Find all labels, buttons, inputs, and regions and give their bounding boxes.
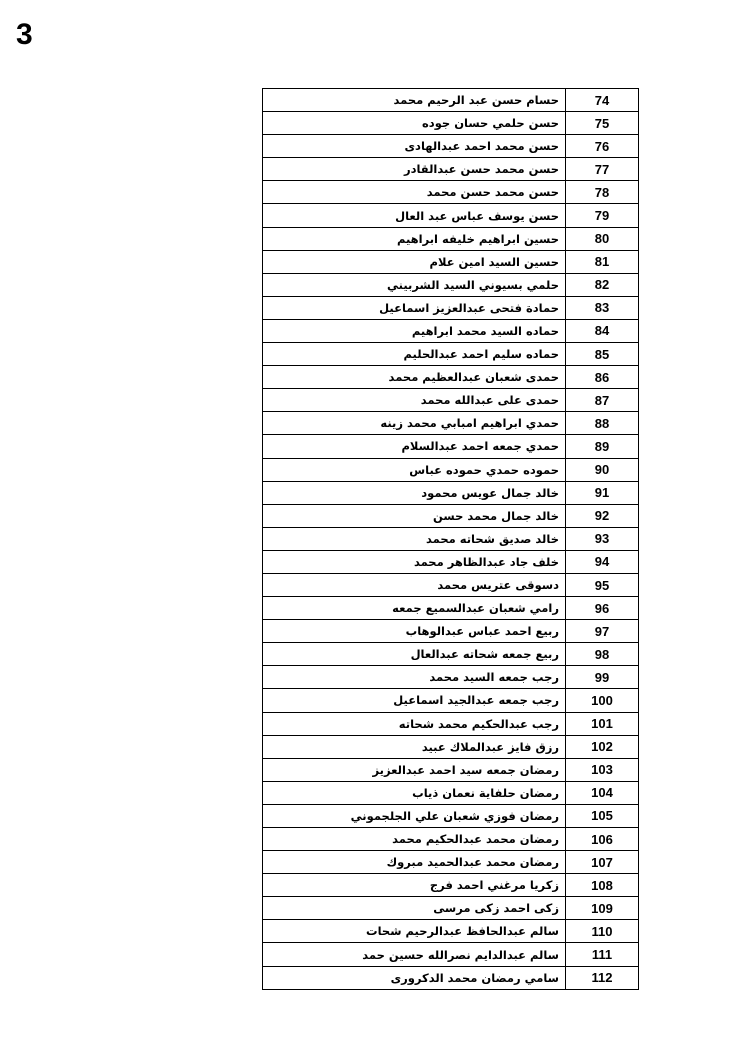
table-row bbox=[263, 874, 639, 897]
row-number: 102 bbox=[566, 735, 639, 758]
row-number: 109 bbox=[566, 897, 639, 920]
row-name: ربيع جمعه شحاته عبدالعال bbox=[263, 643, 566, 666]
row-number: 100 bbox=[566, 689, 639, 712]
row-number: 78 bbox=[566, 181, 639, 204]
table-row bbox=[263, 781, 639, 804]
row-name: حمدى شعبان عبدالعظيم محمد bbox=[263, 366, 566, 389]
row-number: 95 bbox=[566, 573, 639, 596]
row-number: 74 bbox=[566, 89, 639, 112]
table-row bbox=[263, 897, 639, 920]
table-row bbox=[263, 296, 639, 319]
table-row bbox=[263, 828, 639, 851]
row-name: خالد جمال عويس محمود bbox=[263, 481, 566, 504]
row-name: زكى احمد زكى مرسى bbox=[263, 897, 566, 920]
names-table bbox=[262, 88, 639, 990]
table-row bbox=[263, 643, 639, 666]
row-number: 110 bbox=[566, 920, 639, 943]
table-row bbox=[263, 527, 639, 550]
row-number: 76 bbox=[566, 135, 639, 158]
row-number: 98 bbox=[566, 643, 639, 666]
table-row bbox=[263, 966, 639, 989]
row-name: حلمي بسيوني السيد الشربيني bbox=[263, 273, 566, 296]
row-number: 92 bbox=[566, 504, 639, 527]
row-number: 86 bbox=[566, 366, 639, 389]
table-row bbox=[263, 735, 639, 758]
row-name: حمدي جمعه احمد عبدالسلام bbox=[263, 435, 566, 458]
row-number: 93 bbox=[566, 527, 639, 550]
table-row bbox=[263, 504, 639, 527]
table-row bbox=[263, 435, 639, 458]
row-number: 77 bbox=[566, 158, 639, 181]
row-number: 108 bbox=[566, 874, 639, 897]
row-name: رجب جمعه عبدالجيد اسماعيل bbox=[263, 689, 566, 712]
table-row bbox=[263, 366, 639, 389]
row-name: حسام حسن عبد الرحيم محمد bbox=[263, 89, 566, 112]
table-row bbox=[263, 343, 639, 366]
row-name: حمدي ابراهيم امبابي محمد زينه bbox=[263, 412, 566, 435]
row-name: سالم عبدالدايم نصرالله حسين حمد bbox=[263, 943, 566, 966]
row-number: 83 bbox=[566, 296, 639, 319]
table-row bbox=[263, 758, 639, 781]
row-number: 85 bbox=[566, 343, 639, 366]
row-number: 81 bbox=[566, 250, 639, 273]
row-number: 80 bbox=[566, 227, 639, 250]
row-name: دسوقى عتريس محمد bbox=[263, 573, 566, 596]
row-name: حسن محمد حسن عبدالقادر bbox=[263, 158, 566, 181]
row-name: خالد جمال محمد حسن bbox=[263, 504, 566, 527]
table-row bbox=[263, 550, 639, 573]
row-number: 91 bbox=[566, 481, 639, 504]
table-row bbox=[263, 158, 639, 181]
row-name: حماده سليم احمد عبدالحليم bbox=[263, 343, 566, 366]
row-number: 99 bbox=[566, 666, 639, 689]
names-table-body bbox=[263, 89, 639, 990]
table-row bbox=[263, 573, 639, 596]
table-row bbox=[263, 666, 639, 689]
row-number: 84 bbox=[566, 319, 639, 342]
row-name: سامي رمضان محمد الدكرورى bbox=[263, 966, 566, 989]
row-name: حسين ابراهيم خليفه ابراهيم bbox=[263, 227, 566, 250]
row-name: سالم عبدالحافظ عبدالرحيم شحات bbox=[263, 920, 566, 943]
row-number: 94 bbox=[566, 550, 639, 573]
row-name: رجب جمعه السيد محمد bbox=[263, 666, 566, 689]
row-number: 75 bbox=[566, 112, 639, 135]
row-name: ربيع احمد عباس عبدالوهاب bbox=[263, 620, 566, 643]
row-number: 103 bbox=[566, 758, 639, 781]
row-name: حماده السيد محمد ابراهيم bbox=[263, 319, 566, 342]
page-number: 3 bbox=[16, 18, 33, 51]
table-row bbox=[263, 620, 639, 643]
row-name: حسين السيد امين علام bbox=[263, 250, 566, 273]
row-name: خلف جاد عبدالظاهر محمد bbox=[263, 550, 566, 573]
row-name: خالد صديق شحاته محمد bbox=[263, 527, 566, 550]
table-row bbox=[263, 689, 639, 712]
row-name: رمضان محمد عبدالحميد مبروك bbox=[263, 851, 566, 874]
row-number: 111 bbox=[566, 943, 639, 966]
table-row bbox=[263, 250, 639, 273]
row-number: 96 bbox=[566, 597, 639, 620]
row-number: 82 bbox=[566, 273, 639, 296]
table-row bbox=[263, 920, 639, 943]
row-number: 107 bbox=[566, 851, 639, 874]
table-row bbox=[263, 597, 639, 620]
table-row bbox=[263, 412, 639, 435]
table-row bbox=[263, 112, 639, 135]
table-row bbox=[263, 712, 639, 735]
table-row bbox=[263, 181, 639, 204]
row-name: رمضان محمد عبدالحكيم محمد bbox=[263, 828, 566, 851]
row-number: 87 bbox=[566, 389, 639, 412]
row-number: 112 bbox=[566, 966, 639, 989]
table-row bbox=[263, 389, 639, 412]
row-number: 90 bbox=[566, 458, 639, 481]
row-name: حسن محمد حسن محمد bbox=[263, 181, 566, 204]
row-name: حسن محمد احمد عبدالهادى bbox=[263, 135, 566, 158]
row-name: حموده حمدي حموده عباس bbox=[263, 458, 566, 481]
row-number: 97 bbox=[566, 620, 639, 643]
row-name: رجب عبدالحكيم محمد شحاته bbox=[263, 712, 566, 735]
table-row bbox=[263, 204, 639, 227]
row-name: حمدى على عبدالله محمد bbox=[263, 389, 566, 412]
row-name: زكريا مرغني احمد فرج bbox=[263, 874, 566, 897]
row-number: 101 bbox=[566, 712, 639, 735]
row-number: 79 bbox=[566, 204, 639, 227]
row-number: 105 bbox=[566, 804, 639, 827]
row-number: 104 bbox=[566, 781, 639, 804]
table-row bbox=[263, 89, 639, 112]
table-row bbox=[263, 804, 639, 827]
table-row bbox=[263, 227, 639, 250]
row-number: 88 bbox=[566, 412, 639, 435]
table-row bbox=[263, 481, 639, 504]
table-row bbox=[263, 319, 639, 342]
table-row bbox=[263, 135, 639, 158]
row-name: رامي شعبان عبدالسميع جمعه bbox=[263, 597, 566, 620]
table-row bbox=[263, 943, 639, 966]
row-name: حمادة فتحى عبدالعزيز اسماعيل bbox=[263, 296, 566, 319]
row-name: رمضان جمعه سيد احمد عبدالعزيز bbox=[263, 758, 566, 781]
row-name: رمضان فوزي شعبان علي الجلجموني bbox=[263, 804, 566, 827]
row-name: حسن يوسف عباس عبد العال bbox=[263, 204, 566, 227]
table-row bbox=[263, 273, 639, 296]
row-name: رزق فايز عبدالملاك عبيد bbox=[263, 735, 566, 758]
row-name: رمضان حلفاية نعمان ذياب bbox=[263, 781, 566, 804]
table-row bbox=[263, 458, 639, 481]
row-number: 106 bbox=[566, 828, 639, 851]
table-row bbox=[263, 851, 639, 874]
row-name: حسن حلمي حسان جوده bbox=[263, 112, 566, 135]
row-number: 89 bbox=[566, 435, 639, 458]
